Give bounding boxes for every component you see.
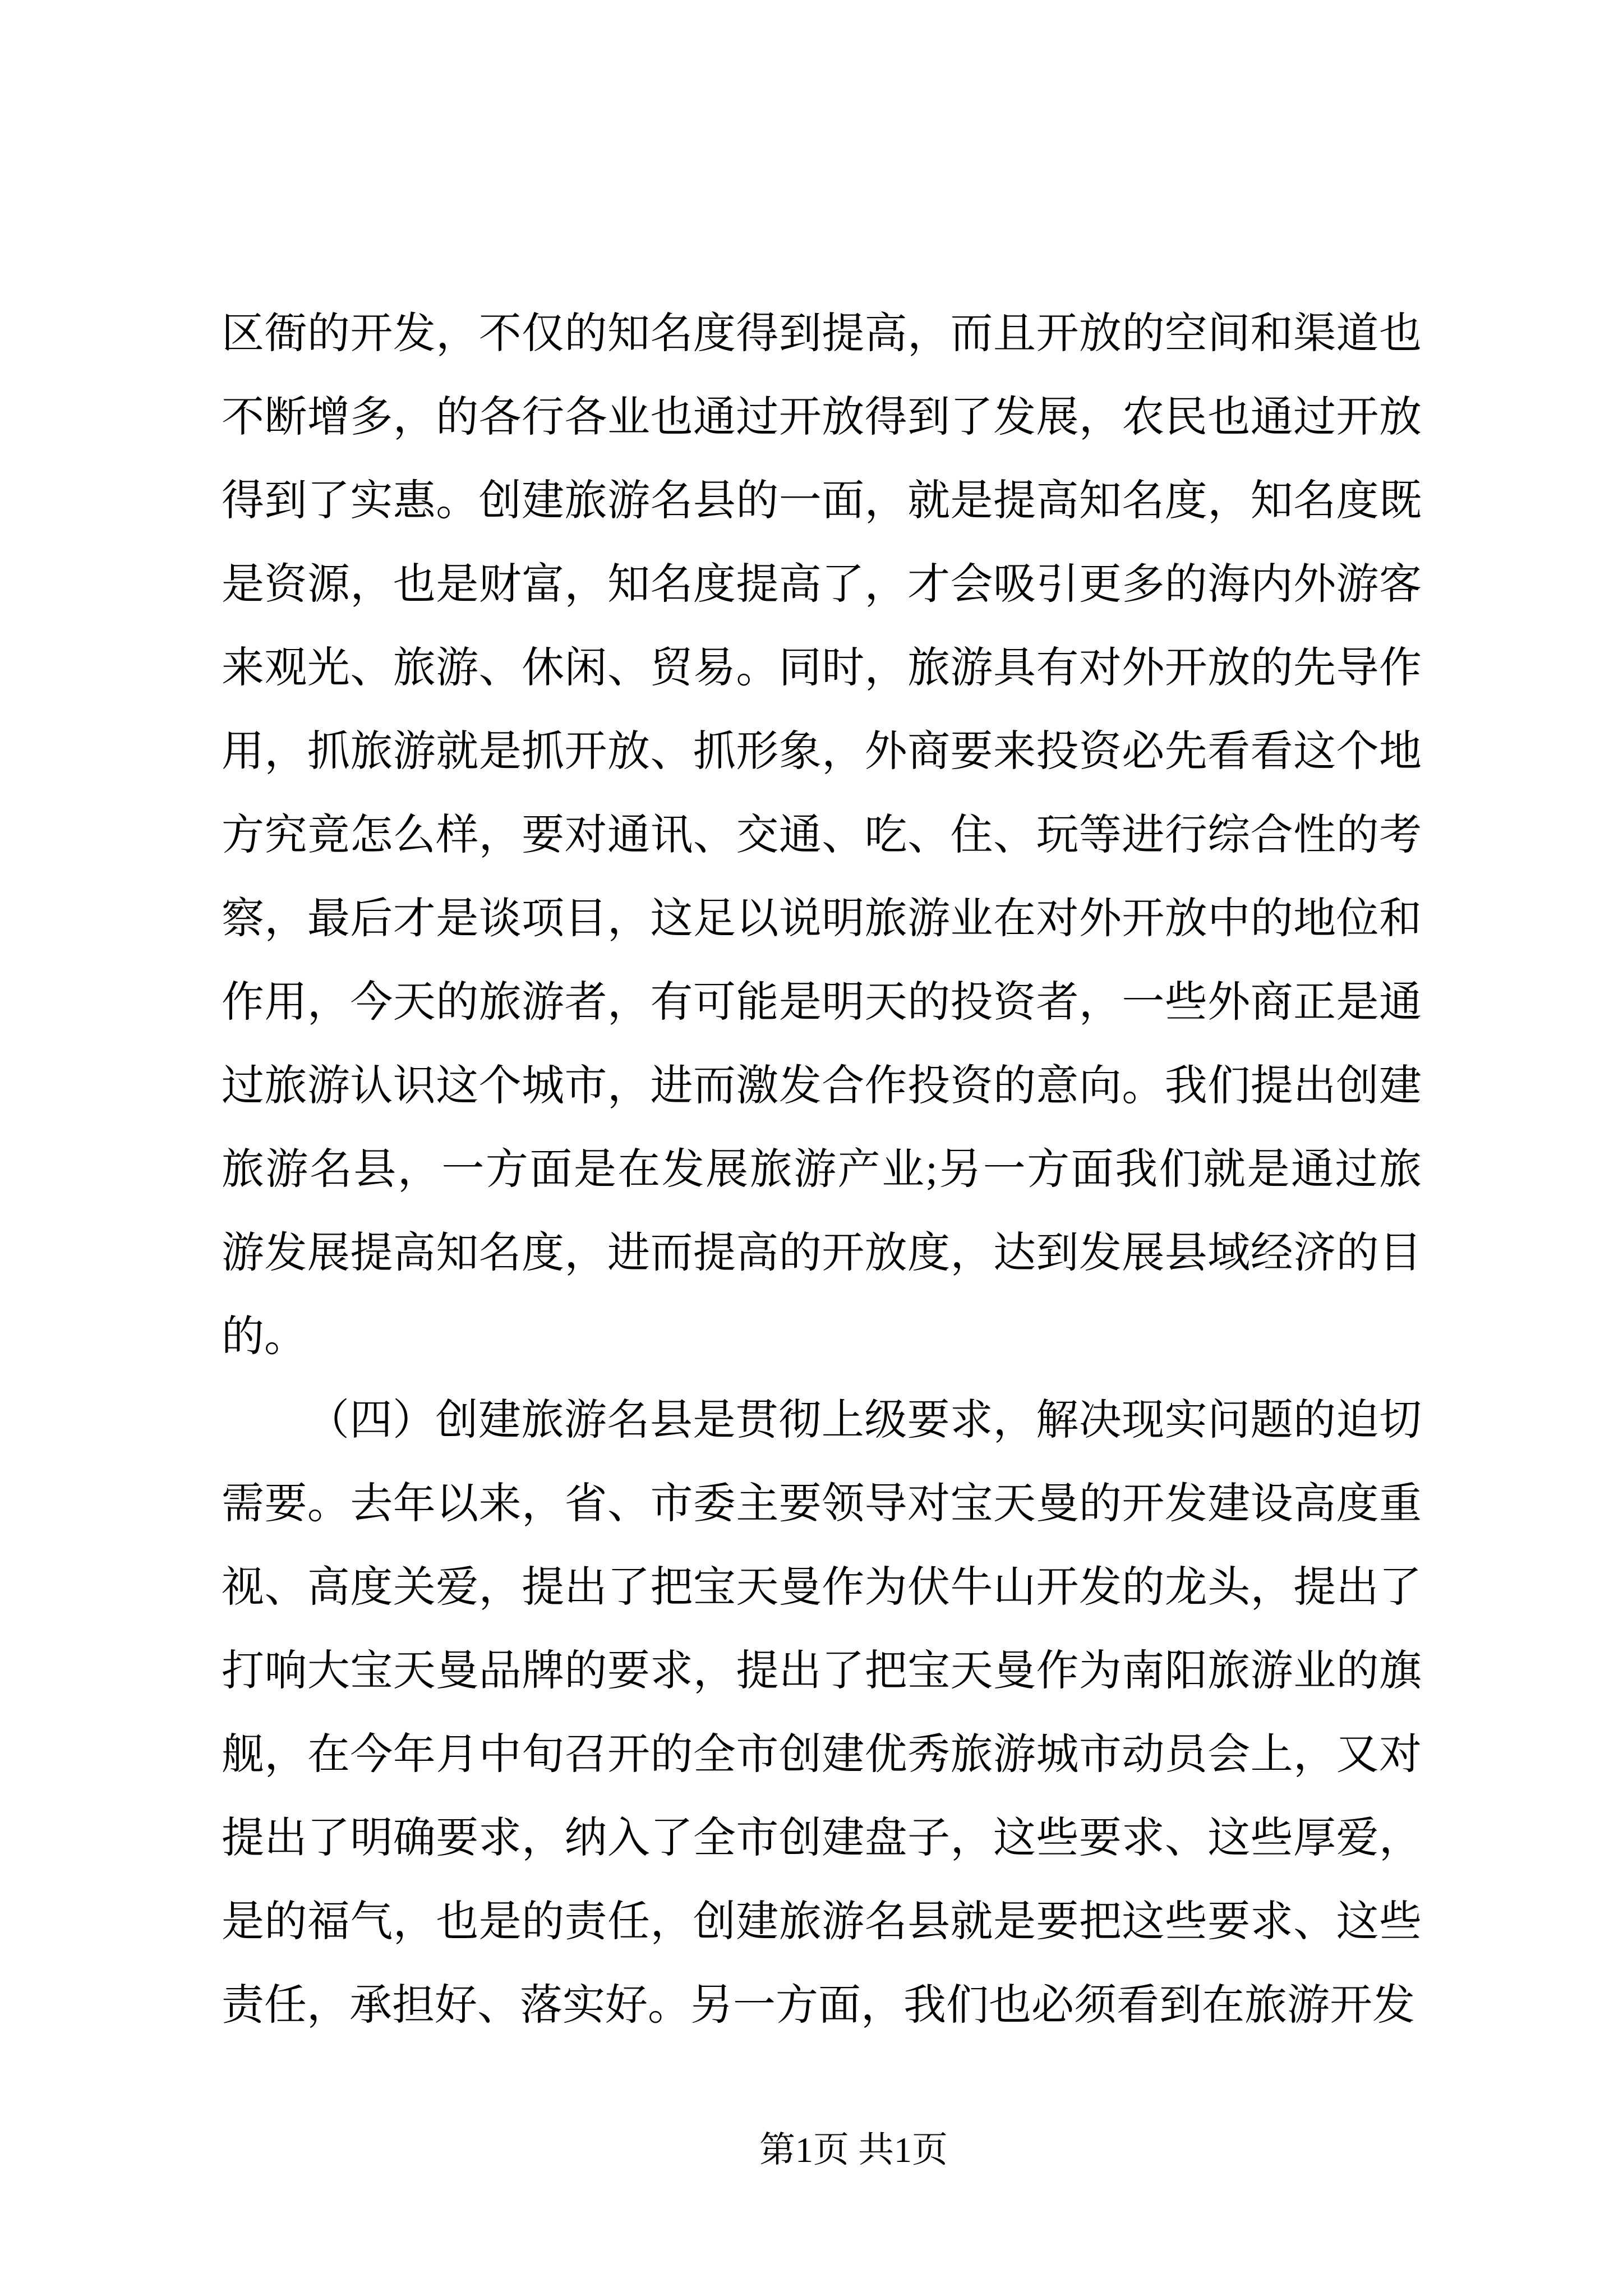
text-line: 是资源，也是财富，知名度提高了，才会吸引更多的海内外游客 — [222, 561, 1422, 608]
text-line: 旅游名县，一方面是在发展旅游产业;另一方面我们就是通过旅 — [222, 1146, 1422, 1193]
text-line: 作用，今天的旅游者，有可能是明天的投资者，一些外商正是通 — [222, 979, 1422, 1026]
text-line: 来观光、旅游、休闲、贸易。同时，旅游具有对外开放的先导作 — [222, 645, 1422, 692]
paragraph-continuation — [222, 292, 1422, 1379]
text-line: 察，最后才是谈项目，这足以说明旅游业在对外开放中的地位和 — [222, 895, 1422, 942]
text-line: 视、高度关爱，提出了把宝天曼作为伏牛山开发的龙头，提出了 — [222, 1564, 1422, 1611]
text-line: 是的福气，也是的责任，创建旅游名县就是要把这些要求、这些 — [222, 1898, 1422, 1945]
text-line: 打响大宝天曼品牌的要求，提出了把宝天曼作为南阳旅游业的旗 — [222, 1648, 1422, 1695]
text-line: 需要。去年以来，省、市委主要领导对宝天曼的开发建设高度重 — [222, 1480, 1422, 1527]
page-number-text: 第1页 共1页 — [759, 2130, 948, 2170]
text-line: 用，抓旅游就是抓开放、抓形象，外商要来投资必先看看这个地 — [222, 728, 1422, 775]
text-line: 方究竟怎么样，要对通讯、交通、吃、住、玩等进行综合性的考 — [222, 812, 1422, 859]
document-body — [222, 292, 1422, 2047]
text-line: 过旅游认识这个城市，进而激发合作投资的意向。我们提出创建 — [222, 1062, 1422, 1110]
text-line: 提出了明确要求，纳入了全市创建盘子，这些要求、这些厚爱， — [222, 1815, 1422, 1862]
page-footer — [253, 2125, 1454, 2175]
text-line: （四）创建旅游名县是贯彻上级要求，解决现实问题的迫切 — [307, 1397, 1422, 1444]
text-line: 得到了实惠。创建旅游名县的一面，就是提高知名度，知名度既 — [222, 477, 1422, 524]
text-line: 不断增多，的各行各业也通过开放得到了发展，农民也通过开放 — [222, 394, 1422, 441]
text-line: 舰，在今年月中旬召开的全市创建优秀旅游城市动员会上，又对 — [222, 1731, 1422, 1778]
paragraph-four — [222, 1379, 1422, 2047]
text-line: 的。 — [222, 1313, 307, 1360]
text-line: 游发展提高知名度，进而提高的开放度，达到发展县域经济的目 — [222, 1230, 1422, 1277]
text-line: 责任，承担好、落实好。另一方面，我们也必须看到在旅游开发 — [222, 1982, 1415, 2029]
text-line: 区衙的开发，不仅的知名度得到提高，而且开放的空间和渠道也 — [222, 310, 1422, 357]
